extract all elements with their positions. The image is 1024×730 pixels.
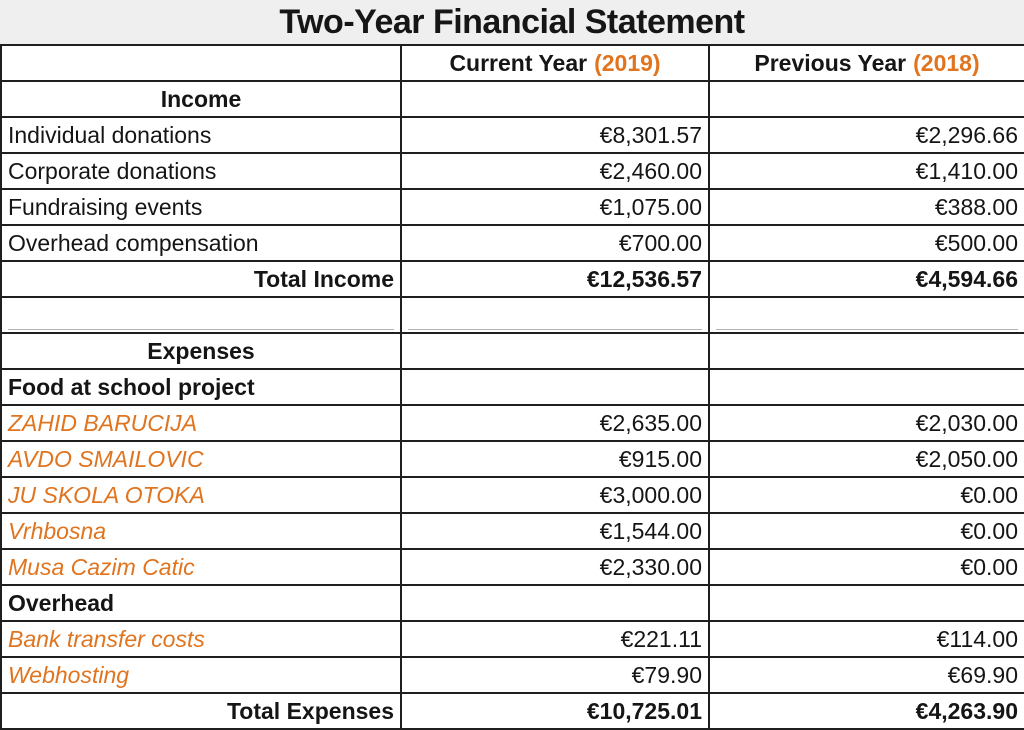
section-current-cell [401, 333, 709, 369]
corner-cell [1, 45, 401, 81]
row-income-section [1, 81, 1024, 117]
current-year-number: (2019) [594, 49, 661, 76]
previous-year-value-cell: €69.90 [709, 657, 1024, 693]
current-year-value-cell [401, 369, 709, 405]
row-total-expenses [1, 693, 1024, 729]
financial-statement-table [0, 44, 1024, 730]
subsection-label-cell: Overhead [1, 585, 401, 621]
expense-item-label-cell: ZAHID BARUCIJA [1, 405, 401, 441]
row-food-at-school-project [1, 369, 1024, 405]
expense-item-label-cell: Vrhbosna [1, 513, 401, 549]
row-label-cell: Corporate donations [1, 153, 401, 189]
row-label-cell: Individual donations [1, 117, 401, 153]
current-year-value-cell: €8,301.57 [401, 117, 709, 153]
current-year-value-cell: €915.00 [401, 441, 709, 477]
row-ju-skola-otoka [1, 477, 1024, 513]
section-label-cell: Expenses [1, 333, 401, 369]
subsection-label-cell: Food at school project [1, 369, 401, 405]
section-previous-cell [709, 333, 1024, 369]
previous-year-label: Previous Year [754, 49, 907, 76]
expense-item-label-cell: Musa Cazim Catic [1, 549, 401, 585]
current-year-value-cell: €221.11 [401, 621, 709, 657]
previous-year-value-cell: €388.00 [709, 189, 1024, 225]
current-year-value-cell: €2,330.00 [401, 549, 709, 585]
row-label-cell: Fundraising events [1, 189, 401, 225]
previous-year-value-cell: €0.00 [709, 513, 1024, 549]
row-total-income [1, 261, 1024, 297]
current-year-label: Current Year [449, 49, 588, 76]
spacer-cell [1, 297, 401, 333]
previous-year-value-cell: €2,030.00 [709, 405, 1024, 441]
current-year-value-cell: €79.90 [401, 657, 709, 693]
current-year-value-cell: €2,460.00 [401, 153, 709, 189]
previous-year-value-cell: €500.00 [709, 225, 1024, 261]
page-title: Two-Year Financial Statement [279, 2, 745, 41]
previous-year-total-cell: €4,594.66 [709, 261, 1024, 297]
previous-year-value-cell: €2,050.00 [709, 441, 1024, 477]
current-year-value-cell [401, 585, 709, 621]
current-year-value-cell: €2,635.00 [401, 405, 709, 441]
current-year-total-cell: €10,725.01 [401, 693, 709, 729]
section-current-cell [401, 81, 709, 117]
expense-item-label-cell: AVDO SMAILOVIC [1, 441, 401, 477]
expense-item-label-cell: JU SKOLA OTOKA [1, 477, 401, 513]
current-year-value-cell: €1,075.00 [401, 189, 709, 225]
section-previous-cell [709, 81, 1024, 117]
row-overhead-subsection [1, 585, 1024, 621]
title-band [0, 0, 1024, 44]
previous-year-number: (2018) [913, 49, 980, 76]
row-zahid-barucija [1, 405, 1024, 441]
row-label-cell: Overhead compensation [1, 225, 401, 261]
previous-year-value-cell: €0.00 [709, 549, 1024, 585]
previous-year-value-cell: €114.00 [709, 621, 1024, 657]
row-fundraising-events [1, 189, 1024, 225]
total-label-cell: Total Expenses [1, 693, 401, 729]
current-year-total-cell: €12,536.57 [401, 261, 709, 297]
row-corporate-donations [1, 153, 1024, 189]
previous-year-value-cell: €0.00 [709, 477, 1024, 513]
current-year-value-cell: €700.00 [401, 225, 709, 261]
spacer-cell [401, 297, 709, 333]
row-musa-cazim-catic [1, 549, 1024, 585]
expense-item-label-cell: Bank transfer costs [1, 621, 401, 657]
row-overhead-compensation [1, 225, 1024, 261]
current-year-value-cell: €3,000.00 [401, 477, 709, 513]
row-individual-donations [1, 117, 1024, 153]
row-webhosting [1, 657, 1024, 693]
previous-year-value-cell: €2,296.66 [709, 117, 1024, 153]
row-spacer [1, 297, 1024, 333]
previous-year-value-cell [709, 369, 1024, 405]
spacer-cell [709, 297, 1024, 333]
column-header-previous-year [709, 45, 1024, 81]
row-expenses-section [1, 333, 1024, 369]
row-vrhbosna [1, 513, 1024, 549]
row-bank-transfer-costs [1, 621, 1024, 657]
total-label-cell: Total Income [1, 261, 401, 297]
column-header-row [1, 45, 1024, 81]
previous-year-total-cell: €4,263.90 [709, 693, 1024, 729]
section-label-cell: Income [1, 81, 401, 117]
previous-year-value-cell: €1,410.00 [709, 153, 1024, 189]
column-header-current-year [401, 45, 709, 81]
expense-item-label-cell: Webhosting [1, 657, 401, 693]
row-avdo-smailovic [1, 441, 1024, 477]
previous-year-value-cell [709, 585, 1024, 621]
current-year-value-cell: €1,544.00 [401, 513, 709, 549]
